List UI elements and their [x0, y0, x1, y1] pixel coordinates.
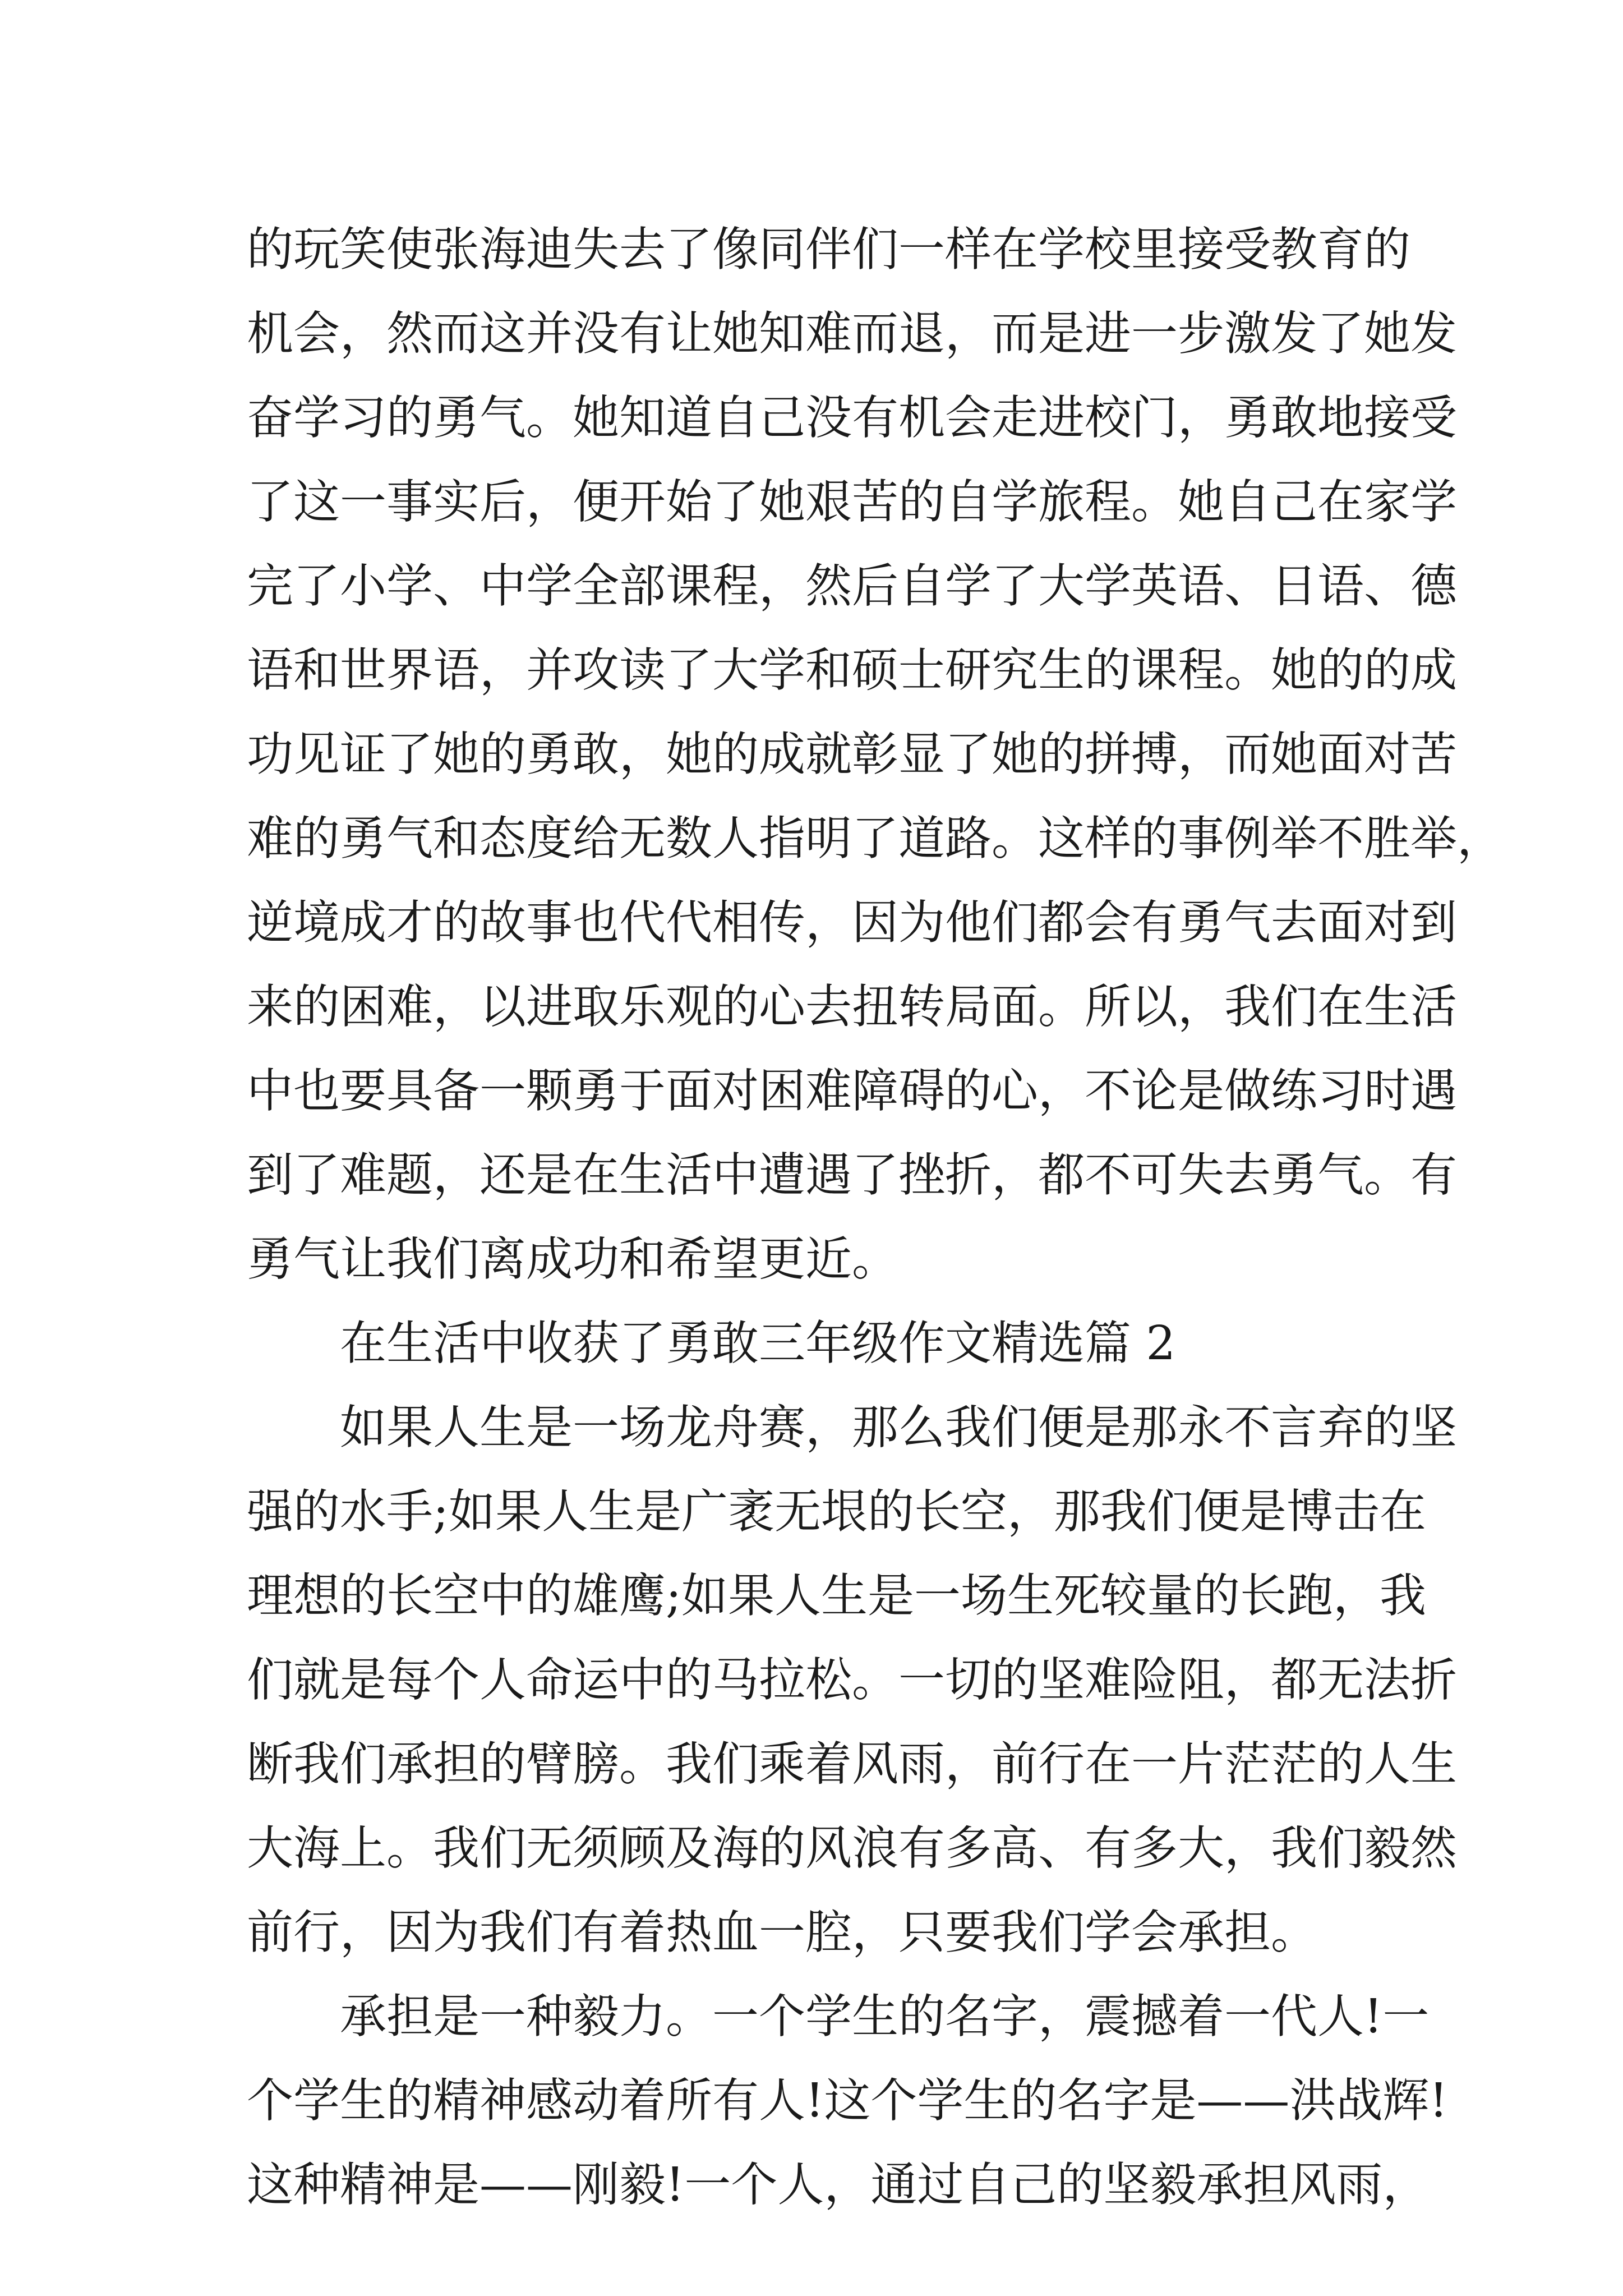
text-line: 语和世界语，并攻读了大学和硕士研究生的课程。她的的成	[247, 643, 1457, 697]
text-line: 大海上。我们无须顾及海的风浪有多高、有多大，我们毅然	[247, 1821, 1457, 1875]
section-heading: 在生活中收获了勇敢三年级作文精选篇 2	[340, 1316, 1176, 1370]
paragraph-start-line: 如果人生是一场龙舟赛，那么我们便是那永不言弃的坚	[340, 1400, 1457, 1455]
essay-body	[247, 208, 1504, 2227]
text-line: 的玩笑使张海迪失去了像同伴们一样在学校里接受教育的	[247, 222, 1410, 277]
text-line: 们就是每个人命运中的马拉松。一切的坚难险阻，都无法折	[247, 1653, 1457, 1707]
text-line: 前行，因为我们有着热血一腔，只要我们学会承担。	[247, 1905, 1317, 1959]
text-line: 中也要具备一颗勇于面对困难障碍的心，不论是做练习时遇	[247, 1064, 1457, 1118]
text-line: 这种精神是——刚毅!一个人，通过自己的坚毅承担风雨，	[247, 2157, 1430, 2212]
text-line: 到了难题，还是在生活中遭遇了挫折，都不可失去勇气。有	[247, 1148, 1457, 1202]
text-line: 机会，然而这并没有让她知难而退，而是进一步激发了她发	[247, 306, 1457, 361]
text-line: 逆境成才的故事也代代相传，因为他们都会有勇气去面对到	[247, 895, 1457, 950]
text-line: 强的水手;如果人生是广袤无垠的长空，那我们便是博击在	[247, 1484, 1426, 1539]
paragraph-start-line: 承担是一种毅力。一个学生的名字，震撼着一代人!一	[340, 1989, 1430, 2044]
text-line: 难的勇气和态度给无数人指明了道路。这样的事例举不胜举，	[247, 811, 1504, 866]
text-line: 功见证了她的勇敢，她的成就彰显了她的拼搏，而她面对苦	[247, 727, 1457, 781]
text-line: 奋学习的勇气。她知道自己没有机会走进校门，勇敢地接受	[247, 390, 1457, 445]
text-line: 勇气让我们离成功和希望更近。	[247, 1232, 898, 1286]
text-line: 断我们承担的臂膀。我们乘着风雨，前行在一片茫茫的人生	[247, 1737, 1457, 1791]
text-line: 了这一事实后，便开始了她艰苦的自学旅程。她自己在家学	[247, 475, 1457, 529]
text-line: 来的困难，以进取乐观的心去扭转局面。所以，我们在生活	[247, 979, 1457, 1034]
text-line: 理想的长空中的雄鹰;如果人生是一场生死较量的长跑，我	[247, 1568, 1426, 1623]
text-line: 个学生的精神感动着所有人!这个学生的名字是——洪战辉!	[247, 2073, 1448, 2128]
text-line: 完了小学、中学全部课程，然后自学了大学英语、日语、德	[247, 559, 1457, 613]
